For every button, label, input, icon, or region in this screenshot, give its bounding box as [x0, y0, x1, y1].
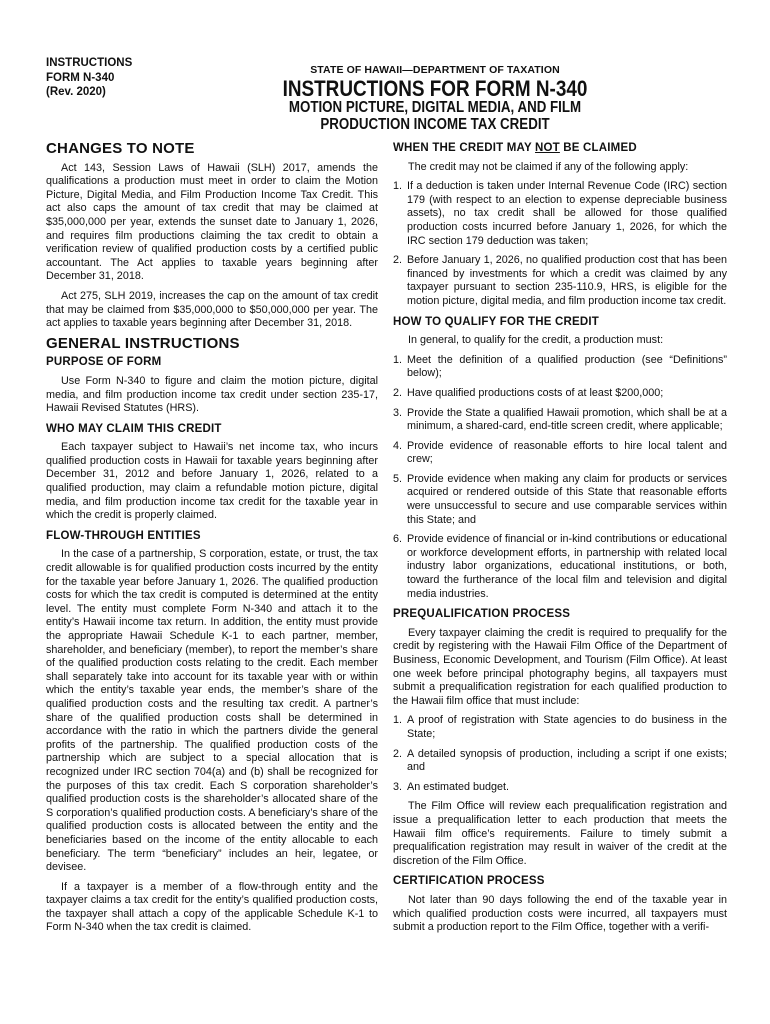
- list-item: [393, 748, 727, 775]
- not-claimed-list: [393, 180, 727, 308]
- item-text: Provide evidence when making any claim for products or services acquired or rendered outside of this State that reasonable efforts were unsuccessful to secure and use comparable services within this State; and: [407, 472, 727, 526]
- qualify-list: [393, 354, 727, 602]
- who-may-claim-heading: WHO MAY CLAIM THIS CREDIT: [46, 422, 222, 435]
- flow-through-heading: FLOW-THROUGH ENTITIES: [46, 529, 201, 542]
- list-item: [393, 781, 727, 795]
- list-item: [393, 407, 727, 434]
- item-text: Provide evidence of reasonable efforts to hire local talent and crew;: [407, 439, 727, 466]
- page-title: INSTRUCTIONS FOR FORM N-340: [282, 76, 588, 101]
- item-text: An estimated budget.: [407, 780, 510, 793]
- list-item: [393, 254, 727, 308]
- item-number: 2.: [393, 747, 403, 760]
- item-number: 2.: [393, 254, 403, 267]
- item-text: Provide the State a qualified Hawaii promotion, which shall be at a minimum, a shared-card, end-title screen credit, where applicable;: [407, 406, 727, 433]
- right-column: [393, 140, 727, 941]
- subtitle-line: PRODUCTION INCOME TAX CREDIT: [320, 116, 550, 133]
- agency-name: STATE OF HAWAII—DEPARTMENT OF TAXATION: [310, 64, 560, 76]
- item-text: Have qualified productions costs of at least $200,000;: [407, 386, 664, 399]
- item-text: Provide evidence of financial or in-kind contributions or educational or workforce development efforts, in partnership with related local industry labor organizations, educational institutions, or both, toward the furtherance of the local film and television and digital media industries.: [407, 533, 727, 600]
- list-item: [393, 473, 727, 527]
- item-text: A detailed synopsis of production, including a script if one exists; and: [407, 747, 727, 774]
- heading-underlined-word: NOT: [535, 142, 560, 154]
- qualify-heading: HOW TO QUALIFY FOR THE CREDIT: [393, 315, 599, 328]
- form-id-line: INSTRUCTIONS: [46, 57, 133, 69]
- item-number: 6.: [393, 533, 403, 546]
- item-text: If a deduction is taken under Internal Revenue Code (IRC) section 179 (with respect to an election to expense depreciable business assets), no tax credit shall be allowed for those qualified production costs incurred before January 1, 2026, for which the IRC section 179 deduction was taken;: [407, 180, 727, 247]
- item-number: 5.: [393, 472, 403, 485]
- list-item: [393, 180, 727, 248]
- form-id-line: FORM N-340: [46, 71, 115, 84]
- item-text: Meet the definition of a qualified production (see “Definitions” below);: [407, 353, 727, 380]
- item-number: 1.: [393, 714, 403, 727]
- item-number: 2.: [393, 386, 403, 399]
- changes-paragraph: Act 275, SLH 2019, increases the cap on the amount of tax credit that may be claimed from $35,000,000 to $50,000,000 per year. The act applies to taxable years beginning after December 31, 2018.: [46, 289, 378, 330]
- item-number: 3.: [393, 406, 403, 419]
- form-identifier: [46, 56, 132, 100]
- prequalification-list: [393, 714, 727, 794]
- not-claimed-intro: The credit may not be claimed if any of the following apply:: [408, 160, 689, 173]
- subtitle-line: MOTION PICTURE, DIGITAL MEDIA, AND FILM: [288, 99, 582, 116]
- flow-through-paragraph: In the case of a partnership, S corporation, estate, or trust, the tax credit allowable is for qualified production costs incurred by the entity for the taxable year before January 1, 2026. The qualified production costs for which the tax credit is computed is determined at the entity level. The entity must complete Form N-340 and attach it to the entity’s Hawaii income tax return. In addition, the entity must provide the appropriate Hawaii Schedule K-1 to each partner, member, shareholder, and beneficiary (member), to report the member’s share of the qualified production costs relating to the credit. Each member shall separately take into account for its taxable year with or within which the entity’s taxable year ends, the member’s share of the qualified production costs and the resulting tax credit. A partner’s share of the qualified production costs shall be determined in accordance with the ratio in which the partners divide the general profits of the partnership. The qualified production costs of the partnership which are subject to a special allocation that is recognized under IRC section 704(a) and (b) shall be recognized for the purposes of this tax credit. Each S corporation shareholder’s qualified production costs is the shareholder’s allocated share of the S corporation’s qualified production costs. A beneficiary’s share of the qualified production costs is allocated between the entity and the beneficiaries based on the income of the entity allocable to each beneficiary. The term “beneficiary” includes an heir, legatee, or devisee.: [46, 548, 378, 874]
- certification-paragraph: Not later than 90 days following the end of the taxable year in which qualified production costs were incurred, all taxpayers must submit a production report to the Film Office, together with a verifi-: [393, 893, 727, 934]
- qualify-intro: In general, to qualify for the credit, a production must:: [408, 334, 664, 347]
- purpose-paragraph: Use Form N-340 to figure and claim the motion picture, digital media, and film production income tax credit under section 235-17, Hawaii Revised Statutes (HRS).: [46, 374, 378, 415]
- list-item: [393, 354, 727, 381]
- not-claimed-heading: [393, 142, 727, 156]
- prequalification-heading: PREQUALIFICATION PROCESS: [393, 608, 571, 621]
- prequalification-paragraph: The Film Office will review each prequalification registration and issue a prequalification letter to each production that meets the Hawaii film office’s requirements. Failure to timely submit a prequalification registration may result in waiver of the credit at the discretion of the Film Office.: [393, 800, 727, 867]
- flow-through-paragraph: If a taxpayer is a member of a flow-through entity and the taxpayer claims a tax credit for the entity’s qualified production costs, the taxpayer shall attach a copy of the applicable Schedule K-1 to Form N-340 when the tax credit is claimed.: [46, 880, 378, 934]
- page-subtitle: [224, 99, 645, 133]
- item-number: 4.: [393, 439, 403, 452]
- item-number: 3.: [393, 780, 403, 793]
- heading-part: BE CLAIMED: [559, 142, 637, 154]
- item-number: 1.: [393, 353, 403, 366]
- prequalification-paragraph: Every taxpayer claiming the credit is required to prequalify for the credit by registering with the Hawaii Film Office of the Department of Business, Economic Development, and Tourism (Film Office). At least one week before principal photography begins, all taxpayers must submit a prequalification registration for each qualified production to the Hawaii film office that must include:: [393, 626, 727, 707]
- heading-part: WHEN THE CREDIT MAY: [393, 142, 536, 154]
- changes-heading: CHANGES TO NOTE: [46, 140, 195, 157]
- form-id-line: (Rev. 2020): [46, 86, 106, 98]
- list-item: [393, 714, 727, 741]
- who-may-claim-paragraph: Each taxpayer subject to Hawaii’s net income tax, who incurs qualified production costs in Hawaii for taxable years beginning after December 31, 2012 and before January 1, 2026, related to a qualified production, may claim a refundable motion picture, digital media, and film production income tax credit for the taxable year in which the credit is properly claimed.: [46, 441, 378, 522]
- list-item: [393, 387, 727, 401]
- list-item: [393, 440, 727, 467]
- item-text: Before January 1, 2026, no qualified production cost that has been financed by investments for which a credit was claimed by any taxpayer pursuant to section 235-110.9, HRS, is eligible for the motion picture, digital media, and film production income tax credit.: [407, 254, 727, 307]
- certification-heading: CERTIFICATION PROCESS: [393, 875, 545, 888]
- changes-paragraph: Act 143, Session Laws of Hawaii (SLH) 2017, amends the qualifications a production must meet in order to claim the Motion Picture, Digital Media, and Film Production Income Tax Credit. This act also caps the amount of tax credit that may be claimed at $35,000,000 per year, extends the sunset date to January 1, 2026, and requires film productions claiming the tax credit to obtain a verification review of qualified production costs by a certified public accountant. The Act applies to taxable years beginning after December 31, 2018.: [46, 161, 378, 283]
- purpose-heading: PURPOSE OF FORM: [46, 356, 162, 369]
- item-text: A proof of registration with State agencies to do business in the State;: [407, 714, 727, 740]
- item-number: 1.: [393, 180, 403, 193]
- left-column: [46, 140, 378, 941]
- general-instructions-heading: GENERAL INSTRUCTIONS: [46, 334, 240, 352]
- list-item: [393, 533, 727, 601]
